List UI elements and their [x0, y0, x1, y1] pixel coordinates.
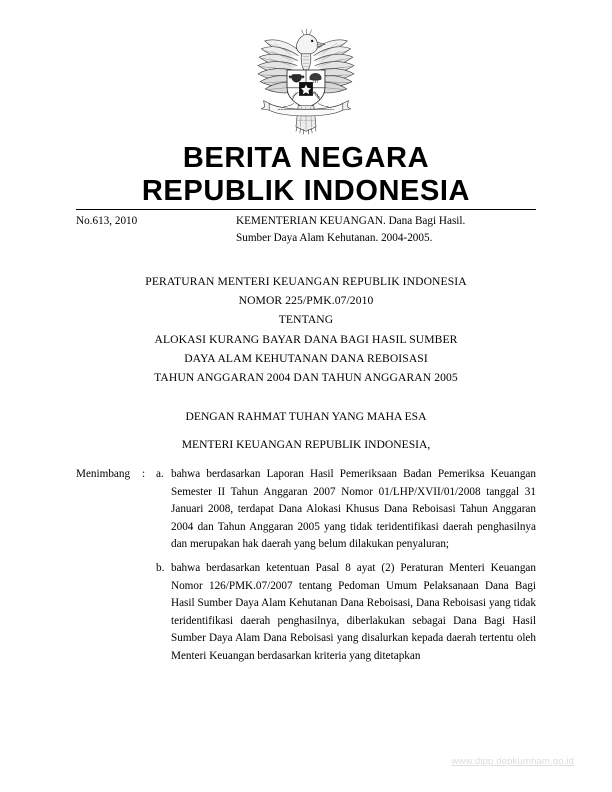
considerans-items: [156, 466, 536, 672]
considerans-section: [76, 466, 536, 672]
considerans-item-marker: b.: [156, 561, 165, 574]
masthead: [0, 142, 612, 208]
title-line-3: TENTANG: [278, 313, 334, 327]
preamble-block: [0, 403, 612, 459]
title-line-4: ALOKASI KURANG BAYAR DANA BAGI HASIL SUMBER: [154, 332, 458, 346]
title-line-2: NOMOR 225/PMK.07/2010: [238, 294, 374, 308]
preamble-line-1: DENGAN RAHMAT TUHAN YANG MAHA ESA: [185, 410, 427, 423]
regulation-title-block: [0, 272, 612, 387]
masthead-line-2: REPUBLIK INDONESIA: [141, 175, 471, 207]
preamble-line-2: MENTERI KEUANGAN REPUBLIK INDONESIA,: [181, 438, 431, 451]
emblem-container: [0, 22, 612, 138]
considerans-colon: :: [142, 468, 146, 480]
considerans-item-text: bahwa berdasarkan Laporan Hasil Pemeriksaan Badan Pemeriksa Keuangan Semester II Tahun Anggaran 2007 Nomor 01/LHP/XVII/01/2008 tanggal 31 Januari 2008, terdapat Dana Alokasi Khusus Dana Reboisasi Tahun Anggaran 2004 dan Tahun Anggaran 2005 yang tidak teridentifikasi daerah penghasilnya dan merupakan hak daerah yang belum dilakukan penyaluran;: [171, 468, 536, 551]
considerans-item: [156, 466, 536, 554]
header-block: [76, 213, 536, 246]
header-subject-line-2: Sumber Daya Alam Kehutanan. 2004-2005.: [236, 231, 433, 244]
considerans-label: Menimbang: [76, 468, 131, 480]
title-line-6: TAHUN ANGGARAN 2004 DAN TAHUN ANGGARAN 2005: [154, 371, 458, 385]
header-subject: [236, 213, 536, 246]
garuda-pancasila-emblem: [250, 22, 362, 138]
considerans-item-marker: a.: [156, 468, 164, 480]
considerans-row: [76, 466, 536, 672]
issue-number: No.613, 2010: [76, 215, 138, 227]
header-subject-line-1: KEMENTERIAN KEUANGAN. Dana Bagi Hasil.: [236, 215, 466, 227]
title-line-5: DAYA ALAM KEHUTANAN DANA REBOISASI: [184, 351, 428, 365]
header-divider-rule: [76, 209, 536, 210]
considerans-item: [156, 560, 536, 666]
masthead-line-1: BERITA NEGARA: [182, 142, 430, 174]
footer-watermark: www.djpp.depkumham.go.id: [451, 756, 574, 767]
considerans-item-text: bahwa berdasarkan ketentuan Pasal 8 ayat (2) Peraturan Menteri Keuangan Nomor 126/PMK.07/2007 tentang Pedoman Umum Pelaksanaan Dana Bagi Hasil Sumber Daya Alam Kehutanan Dana Reboisasi, Dana Reboisasi yang tidak teridentifikasi daerah penghasilnya, diberlakukan sebagai Dana Bagi Hasil Sumber Daya Alam Dana Reboisasi yang disalurkan kepada daerah tertentu oleh Menteri Keuangan berdasarkan kriteria yang ditetapkan: [171, 561, 536, 662]
title-line-1: PERATURAN MENTERI KEUANGAN REPUBLIK INDONESIA: [145, 275, 467, 288]
